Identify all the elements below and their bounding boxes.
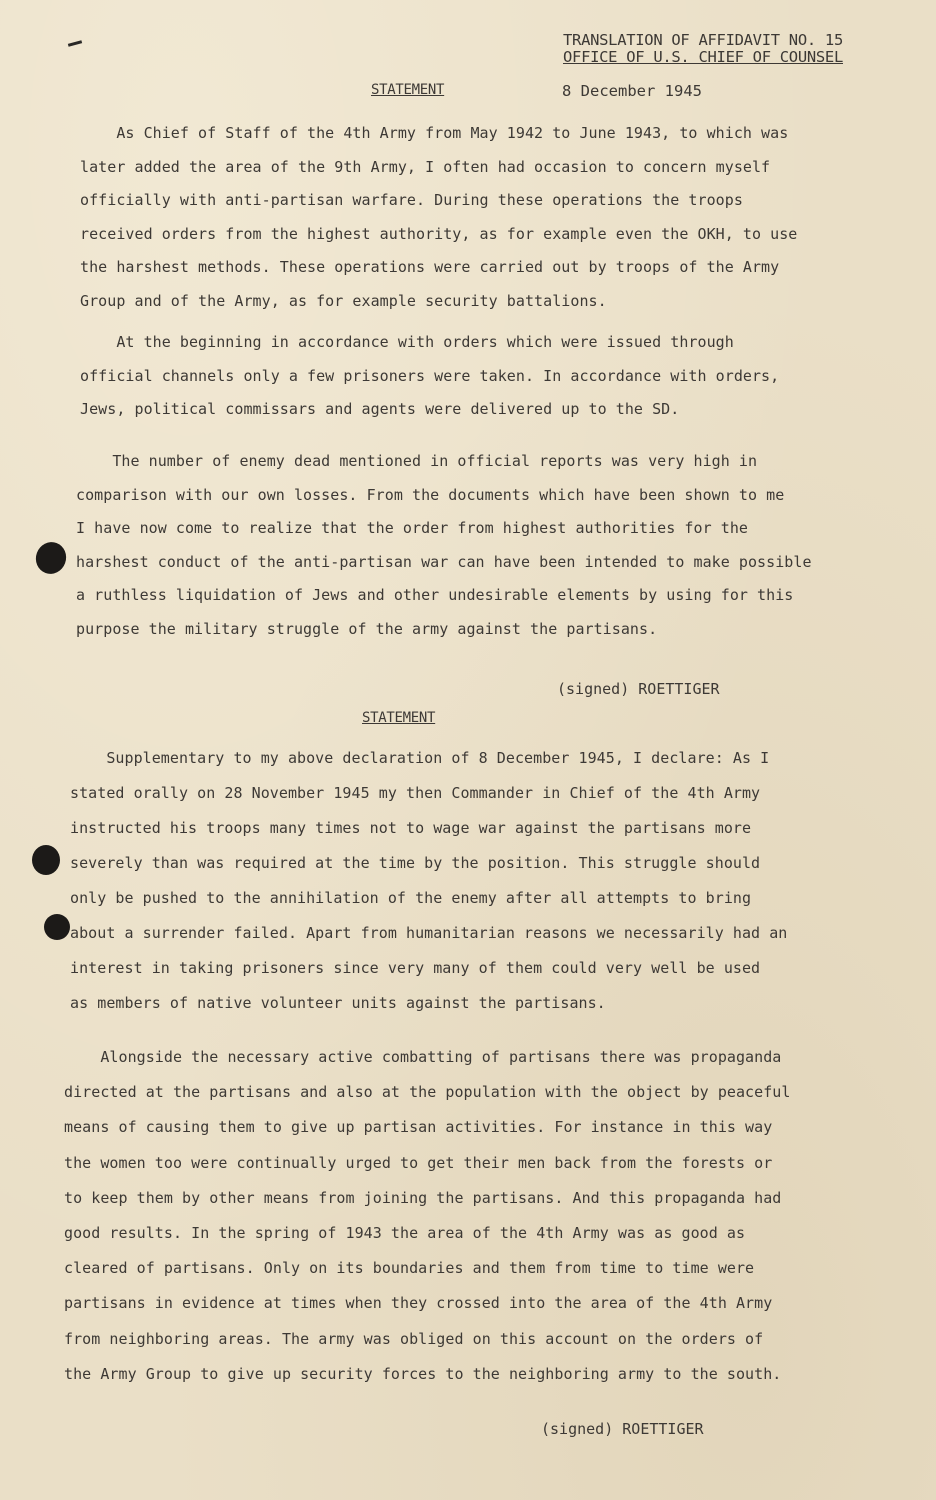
statement-2-paragraph-2 [64,1040,842,1392]
header-line-1: TRANSLATION OF AFFIDAVIT NO. 15 [563,31,843,49]
statement-1-paragraph-3 [76,445,842,646]
text-line: instructed his troops many times not to wage war against the partisans more [70,819,752,837]
text-line: from neighboring areas. The army was obliged on this account on the orders of [64,1329,764,1348]
text-line: comparison with our own losses. From the documents which have been shown to me [76,485,785,504]
text-line: official channels only a few prisoners were taken. In accordance with orders, [80,366,780,385]
punch-hole-blot [32,845,60,875]
text-line: to keep them by other means from joining the partisans. And this propaganda had [64,1188,782,1207]
text-line: stated orally on 28 November 1945 my then Commander in Chief of the 4th Army [70,784,761,802]
text-line: good results. In the spring of 1943 the area of the 4th Army was as good as [64,1224,746,1243]
text-line: directed at the partisans and also at the population with the object by peaceful [64,1083,791,1102]
statement-2-paragraph-1 [70,741,842,1021]
text-line: interest in taking prisoners since very many of them could very well be used [70,959,761,977]
text-line: cleared of partisans. Only on its boundaries and them from time to time were [64,1259,755,1278]
text-line: officially with anti-partisan warfare. During these operations the troops [80,191,743,209]
text-line: severely than was required at the time by the position. This struggle should [70,854,761,872]
text-line: I have now come to realize that the order from highest authorities for the [76,519,748,537]
statement-1-paragraph-1 [80,117,842,318]
statement-2-signature: (signed) ROETTIGER [541,1420,704,1438]
text-line: later added the area of the 9th Army, I often had occasion to concern myself [80,157,771,176]
text-line: harshest conduct of the anti-partisan war can have been intended to make possible [76,552,812,571]
text-line: the Army Group to give up security forces to the neighboring army to the south. [64,1364,782,1383]
text-line: partisans in evidence at times when they crossed into the area of the 4th Army [64,1294,773,1313]
text-line: purpose the military struggle of the army against the partisans. [76,619,658,638]
header-line-2: OFFICE OF U.S. CHIEF OF COUNSEL [563,48,843,66]
text-line: At the beginning in accordance with orders which were issued through [80,333,734,351]
text-line: Alongside the necessary active combatting of partisans there was propaganda [64,1048,782,1066]
text-line: Supplementary to my above declaration of 8 December 1945, I declare: As I [70,749,770,767]
document-header [563,32,883,66]
text-line: means of causing them to give up partisan activities. For instance in this way [64,1118,773,1137]
punch-hole-blot [31,538,70,578]
text-line: the women too were continually urged to get their men back from the forests or [64,1153,773,1172]
ink-mark [68,40,82,47]
statement-2-title: STATEMENT [362,710,436,726]
statement-1-date: 8 December 1945 [562,82,702,100]
statement-1-paragraph-2 [80,326,842,427]
text-line: Group and of the Army, as for example security battalions. [80,291,607,310]
text-line: only be pushed to the annihilation of the enemy after all attempts to bring [70,889,752,907]
statement-1-signature: (signed) ROETTIGER [557,680,720,698]
text-line: received orders from the highest authority, as for example even the OKH, to use [80,224,798,243]
text-line: about a surrender failed. Apart from humanitarian reasons we necessarily had an [70,924,788,942]
text-line: the harshest methods. These operations were carried out by troops of the Army [80,258,780,276]
text-line: as members of native volunteer units against the partisans. [70,994,606,1012]
punch-hole-blot [44,914,70,940]
text-line: As Chief of Staff of the 4th Army from May 1942 to June 1943, to which was [80,124,789,142]
statement-1-title: STATEMENT [371,82,445,98]
text-line: a ruthless liquidation of Jews and other undesirable elements by using for this [76,586,794,604]
text-line: The number of enemy dead mentioned in official reports was very high in [76,452,758,470]
text-line: Jews, political commissars and agents were delivered up to the SD. [80,400,680,418]
